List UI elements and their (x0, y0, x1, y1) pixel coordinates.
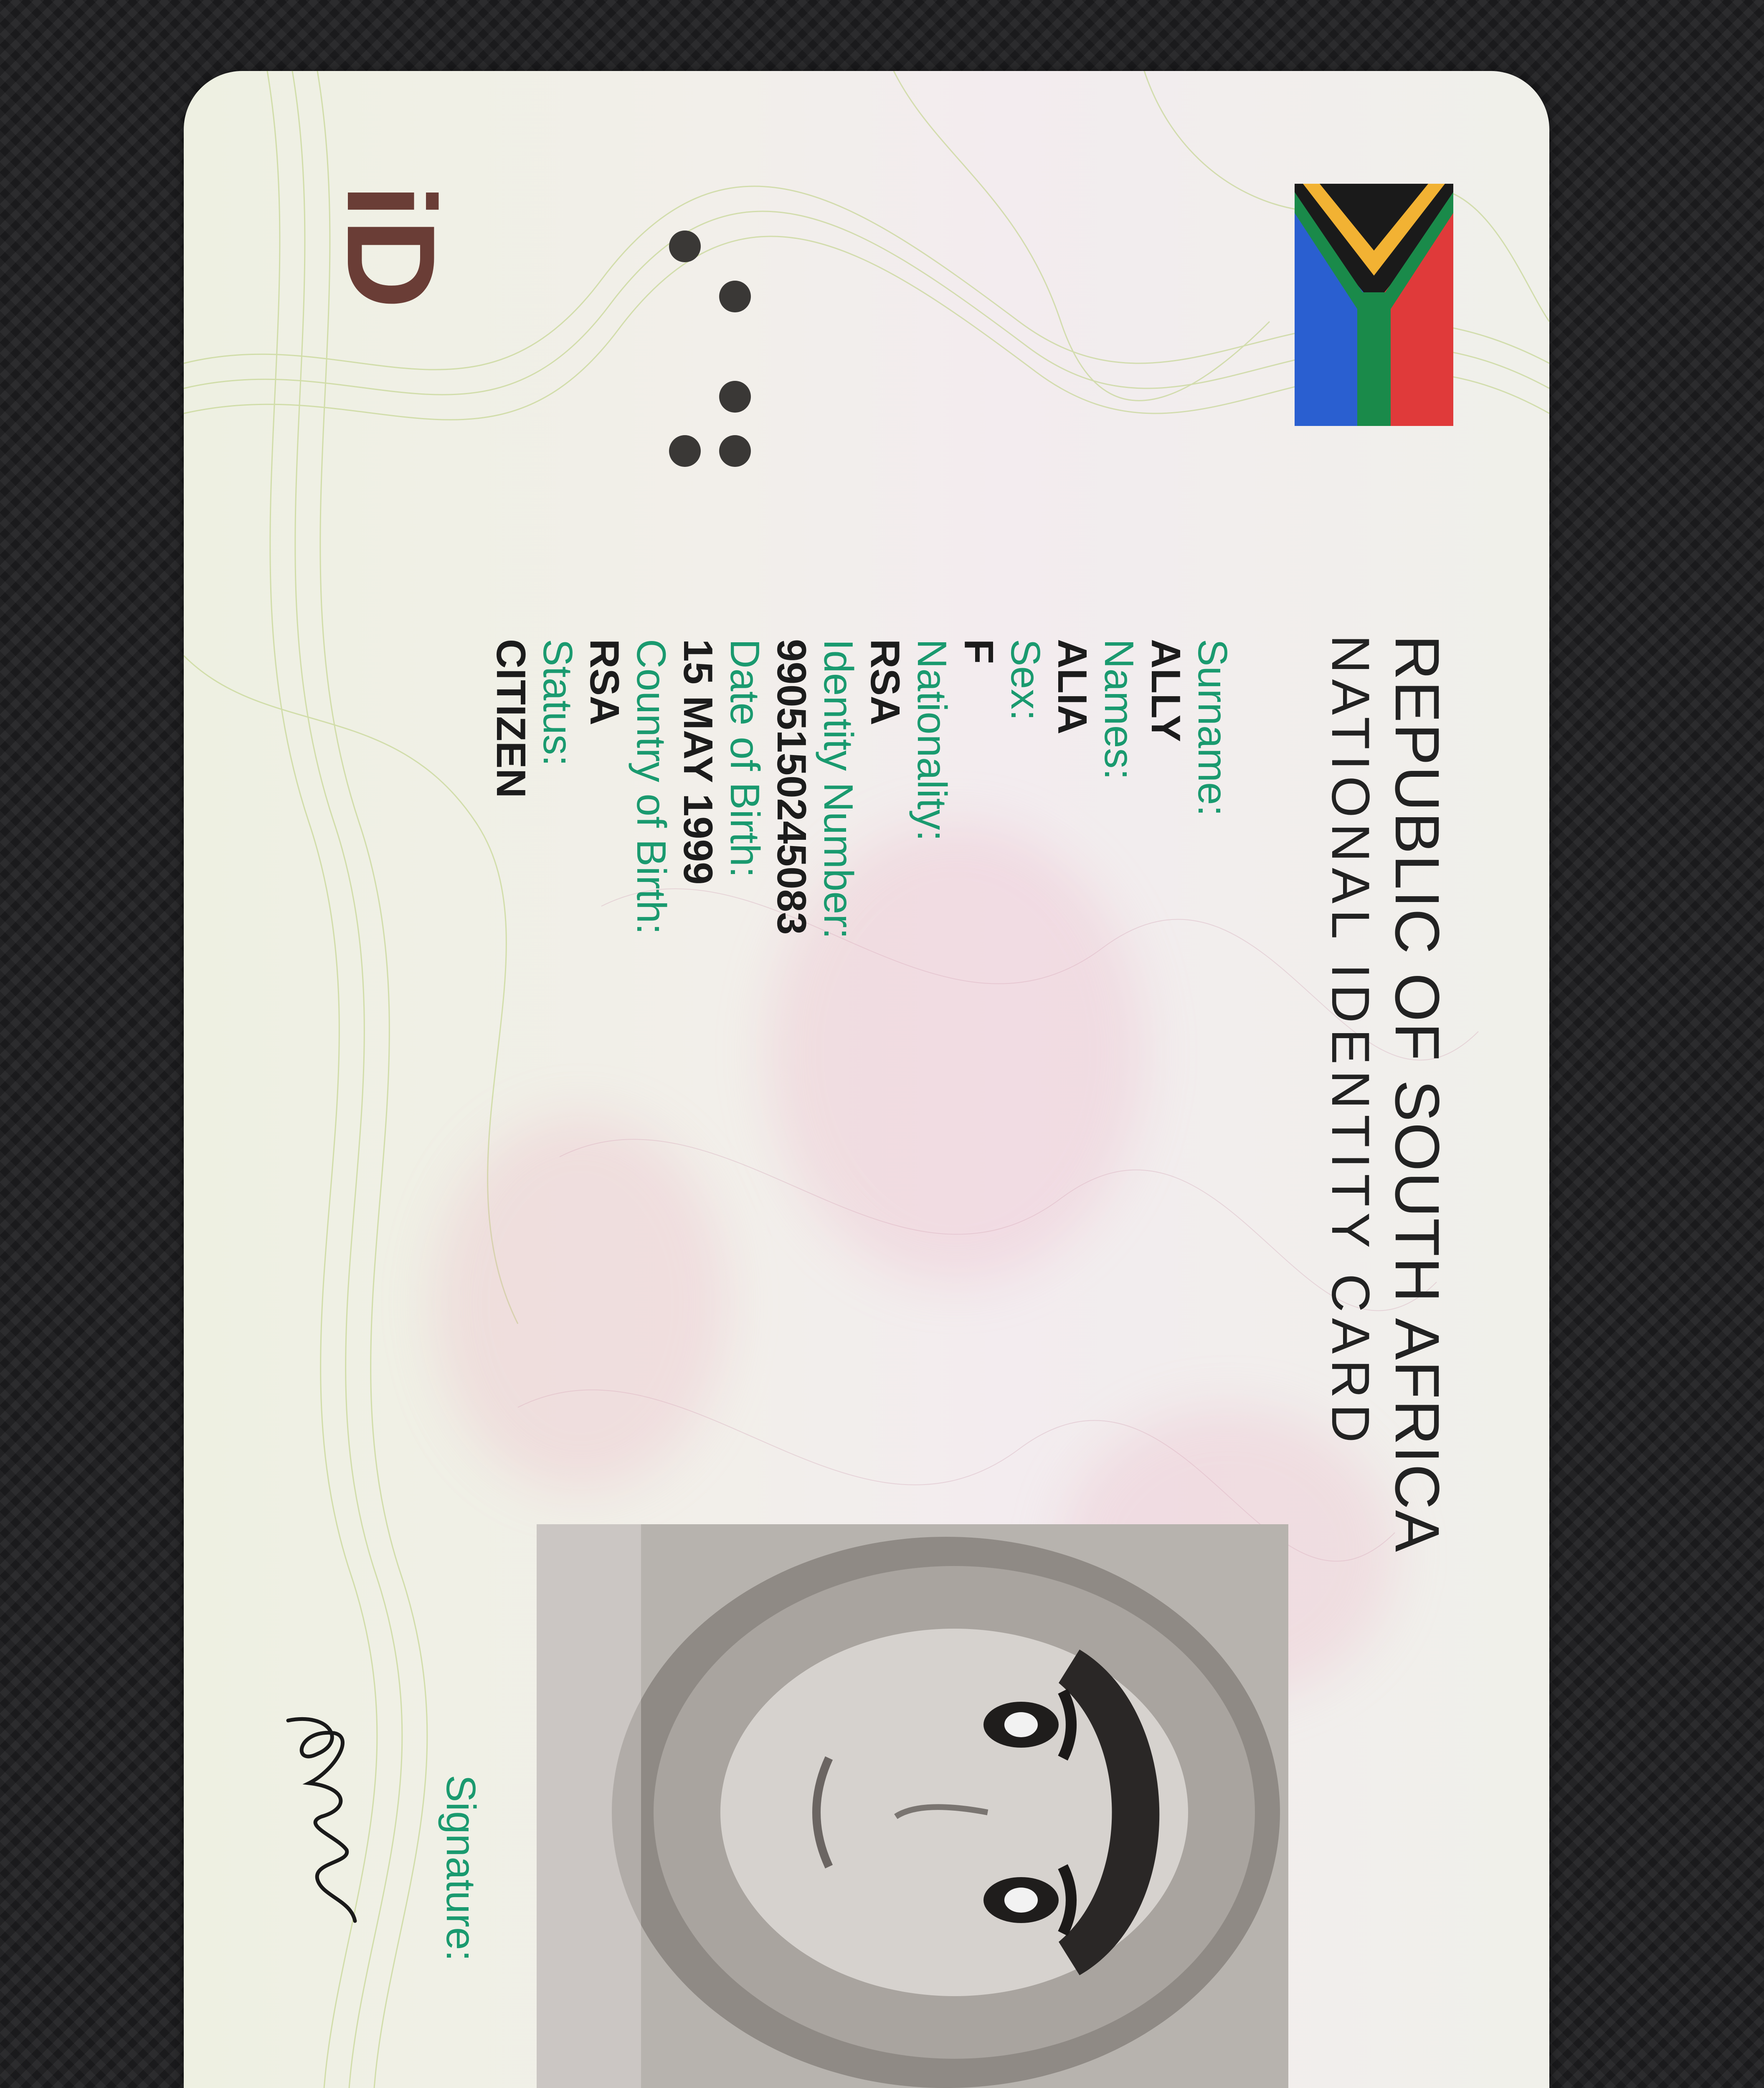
holder-signature (271, 1704, 368, 1929)
status-value: CITIZEN (488, 639, 534, 798)
identity-number-label: Identity Number: (816, 639, 862, 939)
surname-value: ALLY (1143, 639, 1189, 742)
date-of-birth-value: 15 MAY 1999 (675, 639, 721, 885)
holder-photo (537, 1524, 1288, 2088)
surname-label: Surname: (1190, 639, 1236, 816)
status-label: Status: (535, 639, 581, 767)
signature-label: Signature: (438, 1775, 484, 1961)
braille-dots (660, 226, 768, 484)
names-value: ALIA (1049, 639, 1095, 735)
identity-number-value: 9905150245083 (769, 639, 815, 935)
card-title-line2: NATIONAL IDENTITY CARD (1320, 635, 1380, 1449)
sex-value: F (956, 639, 1002, 664)
nationality-label: Nationality: (909, 639, 955, 841)
sex-label: Sex: (1003, 639, 1049, 721)
id-logo (321, 184, 464, 334)
pink-watermark (434, 1115, 727, 1491)
south-africa-flag-icon (1295, 184, 1453, 426)
country-of-birth-value: RSA (582, 639, 628, 725)
personal-details (488, 639, 1236, 939)
names-label: Names: (1096, 639, 1142, 780)
nationality-value: RSA (862, 639, 908, 725)
card-title (1320, 635, 1453, 1553)
card-title-line1: REPUBLIC OF SOUTH AFRICA (1382, 635, 1452, 1553)
country-of-birth-label: Country of Birth: (629, 639, 674, 935)
id-logo-text: iD (321, 184, 461, 309)
portrait-illustration (537, 1524, 1288, 2088)
date-of-birth-label: Date of Birth: (722, 639, 768, 878)
